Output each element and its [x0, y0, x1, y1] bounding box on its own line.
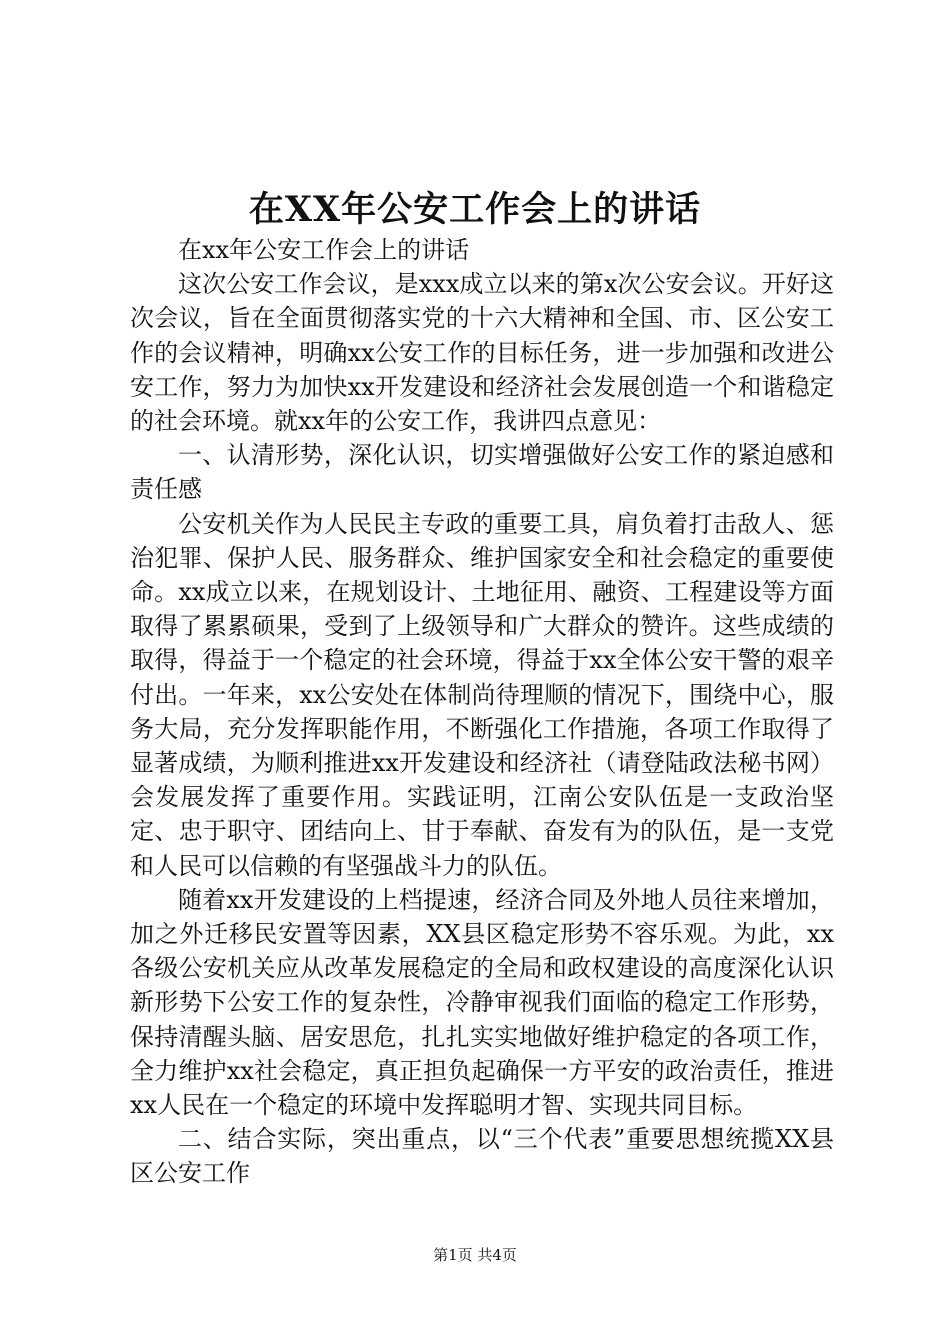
document-title: 在XX年公安工作会上的讲话 — [248, 189, 702, 230]
document-body — [130, 233, 834, 1191]
paragraph-intro: 这次公安工作会议，是xxx成立以来的第x次公安会议。开好这次会议，旨在全面贯彻落实党的十六大精神和全国、市、区公安工作的会议精神，明确xx公安工作的目标任务，进一步加强和改进公安工作，努力为加快xx开发建设和经济社会发展创造一个和谐稳定的社会环境。就xx年的公安工作，我讲四点意见： — [130, 270, 834, 436]
paragraph-achievements: 公安机关作为人民民主专政的重要工具，肩负着打击敌人、惩治犯罪、保护人民、服务群众、维护国家安全和社会稳定的重要使命。xx成立以来，在规划设计、土地征用、融资、工程建设等方面取得了累累硕果，受到了上级领导和广大群众的赞许。这些成绩的取得，得益于一个稳定的社会环境，得益于xx全体公安干警的艰辛付出。一年来，xx公安处在体制尚待理顺的情况下，围绕中心，服务大局，充分发挥职能作用，不断强化工作措施，各项工作取得了显著成绩，为顺利推进xx开发建设和经济社（请登陆政法秘书网）会发展发挥了重要作用。实践证明，江南公安队伍是一支政治坚定、忠于职守、团结向上、甘于奉献、奋发有为的队伍，是一支党和人民可以信赖的有坚强战斗力的队伍。 — [130, 509, 834, 880]
page-footer: 第1页 共4页 — [433, 1246, 517, 1264]
paragraph-situation: 随着xx开发建设的上档提速，经济合同及外地人员往来增加，加之外迁移民安置等因素，XX县区稳定形势不容乐观。为此，xx各级公安机关应从改革发展稳定的全局和政权建设的高度深化认识新形势下公安工作的复杂性，冷静审视我们面临的稳定工作形势，保持清醒头脑、居安思危，扎扎实实地做好维护稳定的各项工作，全力维护xx社会稳定，真正担负起确保一方平安的政治责任，推进xx人民在一个稳定的环境中发挥聪明才智、实现共同目标。 — [130, 885, 834, 1120]
paragraph-subtitle: 在xx年公安工作会上的讲话 — [178, 236, 470, 264]
section-heading-2: 二、结合实际，突出重点，以“三个代表”重要思想统揽XX县区公安工作 — [130, 1125, 834, 1188]
section-heading-1: 一、认清形势，深化认识，切实增强做好公安工作的紧迫感和责任感 — [130, 441, 834, 504]
